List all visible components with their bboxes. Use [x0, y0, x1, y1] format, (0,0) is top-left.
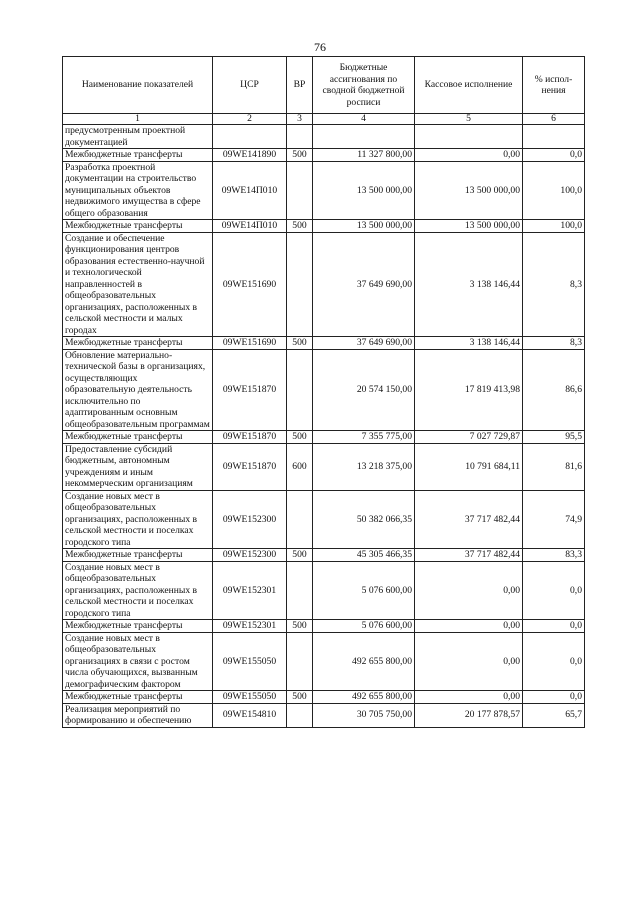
row-vr-cell: 500 [287, 549, 313, 562]
row-cash-cell [415, 125, 523, 149]
row-csr-cell: 09WE152301 [213, 561, 287, 620]
row-cash-cell: 3 138 146,44 [415, 337, 523, 350]
row-csr-cell: 09WE151870 [213, 431, 287, 444]
row-csr-cell: 09WE155050 [213, 691, 287, 704]
header-cash: Кассовое исполнение [415, 57, 523, 114]
row-name-cell: Межбюджетные трансферты [63, 220, 213, 233]
row-vr-cell: 500 [287, 620, 313, 633]
row-csr-cell: 09WE141890 [213, 149, 287, 162]
row-pct-cell: 100,0 [523, 161, 585, 220]
row-pct-cell: 0,0 [523, 632, 585, 691]
row-cash-cell: 3 138 146,44 [415, 232, 523, 337]
row-name-cell: Межбюджетные трансферты [63, 431, 213, 444]
row-name-cell: Обновление материально-технической базы в организациях, осуществляющих образовательную деятельность исключительно по адаптированным основным общеобразовательным программам [63, 349, 213, 431]
row-cash-cell: 13 500 000,00 [415, 220, 523, 233]
row-budget-cell: 492 655 800,00 [313, 632, 415, 691]
row-pct-cell: 74,9 [523, 490, 585, 549]
column-number: 6 [523, 114, 585, 125]
row-vr-cell: 600 [287, 443, 313, 490]
row-cash-cell: 0,00 [415, 561, 523, 620]
table-row [63, 161, 585, 220]
row-name-cell: Межбюджетные трансферты [63, 337, 213, 350]
row-cash-cell: 7 027 729,87 [415, 431, 523, 444]
row-csr-cell: 09WE151870 [213, 349, 287, 431]
row-vr-cell [287, 632, 313, 691]
row-budget-cell: 30 705 750,00 [313, 703, 415, 727]
row-vr-cell [287, 161, 313, 220]
table-row [63, 431, 585, 444]
table-row [63, 220, 585, 233]
row-cash-cell: 0,00 [415, 620, 523, 633]
row-csr-cell [213, 125, 287, 149]
table-row [63, 620, 585, 633]
row-pct-cell: 0,0 [523, 620, 585, 633]
row-pct-cell: 86,6 [523, 349, 585, 431]
row-cash-cell: 0,00 [415, 691, 523, 704]
row-csr-cell: 09WE152301 [213, 620, 287, 633]
header-vr: ВР [287, 57, 313, 114]
table-row [63, 691, 585, 704]
table-row [63, 149, 585, 162]
row-budget-cell: 37 649 690,00 [313, 232, 415, 337]
row-pct-cell: 81,6 [523, 443, 585, 490]
column-number: 4 [313, 114, 415, 125]
header-csr: ЦСР [213, 57, 287, 114]
row-pct-cell: 65,7 [523, 703, 585, 727]
table-row [63, 561, 585, 620]
table-row [63, 632, 585, 691]
row-pct-cell: 0,0 [523, 561, 585, 620]
table-row [63, 349, 585, 431]
row-name-cell: Межбюджетные трансферты [63, 549, 213, 562]
row-name-cell: Предоставление субсидий бюджетным, автономным учреждениям и иным некоммерческим организациям [63, 443, 213, 490]
row-budget-cell: 13 500 000,00 [313, 220, 415, 233]
row-vr-cell: 500 [287, 149, 313, 162]
budget-execution-table [62, 56, 585, 728]
row-csr-cell: 09WE152300 [213, 490, 287, 549]
row-pct-cell: 100,0 [523, 220, 585, 233]
row-pct-cell: 0,0 [523, 691, 585, 704]
row-cash-cell: 10 791 684,11 [415, 443, 523, 490]
column-number: 5 [415, 114, 523, 125]
row-cash-cell: 13 500 000,00 [415, 161, 523, 220]
row-pct-cell [523, 125, 585, 149]
row-csr-cell: 09WE151870 [213, 443, 287, 490]
row-csr-cell: 09WE14П010 [213, 220, 287, 233]
table-body [63, 125, 585, 728]
row-csr-cell: 09WE154810 [213, 703, 287, 727]
row-csr-cell: 09WE155050 [213, 632, 287, 691]
row-pct-cell: 0,0 [523, 149, 585, 162]
row-vr-cell [287, 703, 313, 727]
row-vr-cell [287, 490, 313, 549]
table-row [63, 703, 585, 727]
row-vr-cell [287, 349, 313, 431]
row-name-cell: Межбюджетные трансферты [63, 620, 213, 633]
row-budget-cell: 492 655 800,00 [313, 691, 415, 704]
column-number: 3 [287, 114, 313, 125]
row-cash-cell: 37 717 482,44 [415, 549, 523, 562]
row-name-cell: Создание новых мест в общеобразовательных организациях, расположенных в сельской местности и поселках городского типа [63, 490, 213, 549]
row-budget-cell: 50 382 066,35 [313, 490, 415, 549]
row-name-cell: Межбюджетные трансферты [63, 691, 213, 704]
row-budget-cell: 20 574 150,00 [313, 349, 415, 431]
page-number: 76 [314, 40, 326, 54]
row-budget-cell: 13 218 375,00 [313, 443, 415, 490]
row-budget-cell [313, 125, 415, 149]
row-vr-cell: 500 [287, 220, 313, 233]
row-vr-cell: 500 [287, 431, 313, 444]
row-budget-cell: 37 649 690,00 [313, 337, 415, 350]
row-vr-cell: 500 [287, 691, 313, 704]
column-number-row [63, 114, 585, 125]
row-csr-cell: 09WE151690 [213, 232, 287, 337]
row-budget-cell: 7 355 775,00 [313, 431, 415, 444]
row-name-cell: Разработка проектной документации на строительство муниципальных объектов недвижимого имущества в сфере общего образования [63, 161, 213, 220]
column-number: 1 [63, 114, 213, 125]
row-name-cell: Реализация мероприятий по формированию и обеспечению [63, 703, 213, 727]
row-cash-cell: 20 177 878,57 [415, 703, 523, 727]
row-name-cell: Межбюджетные трансферты [63, 149, 213, 162]
row-csr-cell: 09WE152300 [213, 549, 287, 562]
row-cash-cell: 0,00 [415, 149, 523, 162]
row-name-cell: предусмотренным проектной документацией [63, 125, 213, 149]
header-budget: Бюджетные ассигнования по сводной бюджетной росписи [313, 57, 415, 114]
row-pct-cell: 83,3 [523, 549, 585, 562]
row-name-cell: Создание новых мест в общеобразовательных организациях в связи с ростом числа обучающихся, вызванным демографическим фактором [63, 632, 213, 691]
table-row [63, 125, 585, 149]
row-vr-cell: 500 [287, 337, 313, 350]
row-vr-cell [287, 125, 313, 149]
header-pct: % испол-нения [523, 57, 585, 114]
table-row [63, 549, 585, 562]
row-budget-cell: 5 076 600,00 [313, 561, 415, 620]
row-pct-cell: 8,3 [523, 337, 585, 350]
table-row [63, 337, 585, 350]
table-header-row [63, 57, 585, 114]
table-row [63, 490, 585, 549]
row-cash-cell: 37 717 482,44 [415, 490, 523, 549]
row-cash-cell: 0,00 [415, 632, 523, 691]
row-name-cell: Создание и обеспечение функционирования центров образования естественно-научной и технологической направленностей в общеобразовательных организациях, расположенных в сельской местности и малых городах [63, 232, 213, 337]
row-vr-cell [287, 232, 313, 337]
row-budget-cell: 45 305 466,35 [313, 549, 415, 562]
row-name-cell: Создание новых мест в общеобразовательных организациях, расположенных в сельской местности и поселках городского типа [63, 561, 213, 620]
row-budget-cell: 11 327 800,00 [313, 149, 415, 162]
row-cash-cell: 17 819 413,98 [415, 349, 523, 431]
row-vr-cell [287, 561, 313, 620]
table-row [63, 443, 585, 490]
row-csr-cell: 09WE151690 [213, 337, 287, 350]
row-pct-cell: 95,5 [523, 431, 585, 444]
table-row [63, 232, 585, 337]
row-csr-cell: 09WE14П010 [213, 161, 287, 220]
column-number: 2 [213, 114, 287, 125]
row-budget-cell: 13 500 000,00 [313, 161, 415, 220]
header-name: Наименование показателей [63, 57, 213, 114]
row-budget-cell: 5 076 600,00 [313, 620, 415, 633]
row-pct-cell: 8,3 [523, 232, 585, 337]
